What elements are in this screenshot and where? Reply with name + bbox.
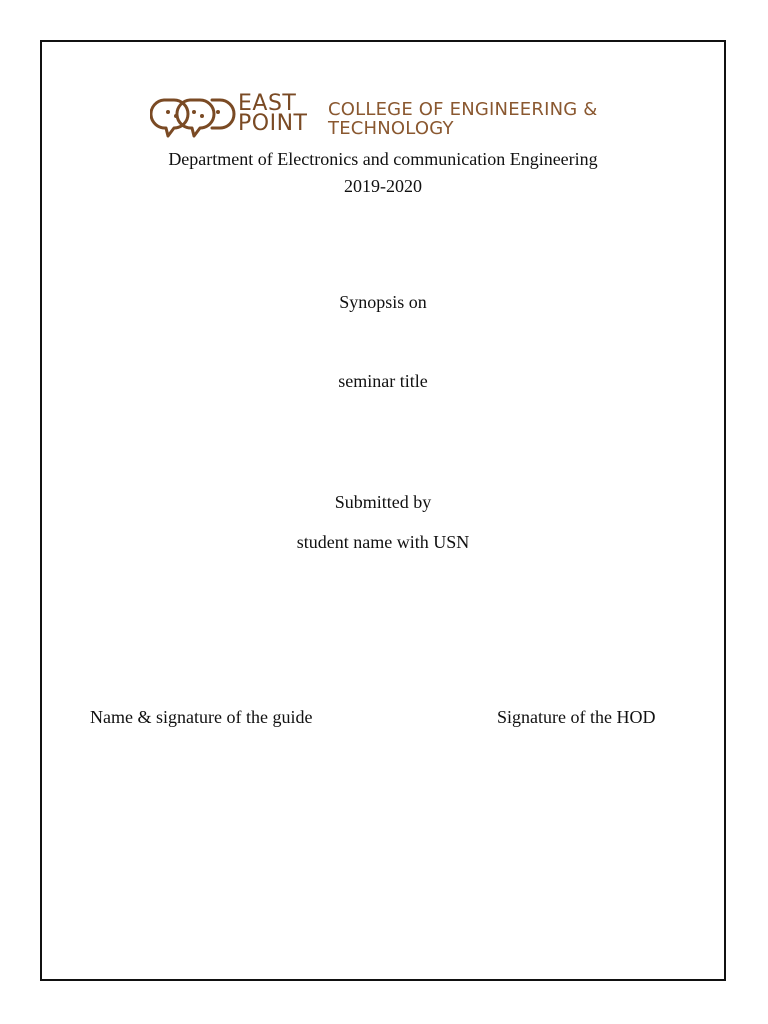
student-name: student name with USN [296, 532, 470, 552]
college-logo [150, 92, 620, 140]
logo-college-line1: COLLEGE OF ENGINEERING & [328, 99, 598, 120]
academic-year: 2019-2020 [344, 176, 422, 196]
submitted-by-label: Submitted by [334, 492, 432, 512]
logo-college-text [328, 100, 598, 138]
logo-brand-line1: EAST [238, 91, 297, 116]
logo-college-line2: TECHNOLOGY [328, 118, 454, 139]
guide-signature-label: Name & signature of the guide [90, 707, 313, 727]
logo-emblem-icon [150, 92, 236, 140]
hod-signature-label: Signature of the HOD [497, 707, 656, 727]
synopsis-label: Synopsis on [339, 292, 427, 312]
logo-brand-line2: POINT [238, 111, 308, 136]
seminar-title: seminar title [338, 371, 428, 391]
department-title: Department of Electronics and communication Engineering [168, 149, 598, 169]
logo-brand-text [238, 91, 308, 136]
